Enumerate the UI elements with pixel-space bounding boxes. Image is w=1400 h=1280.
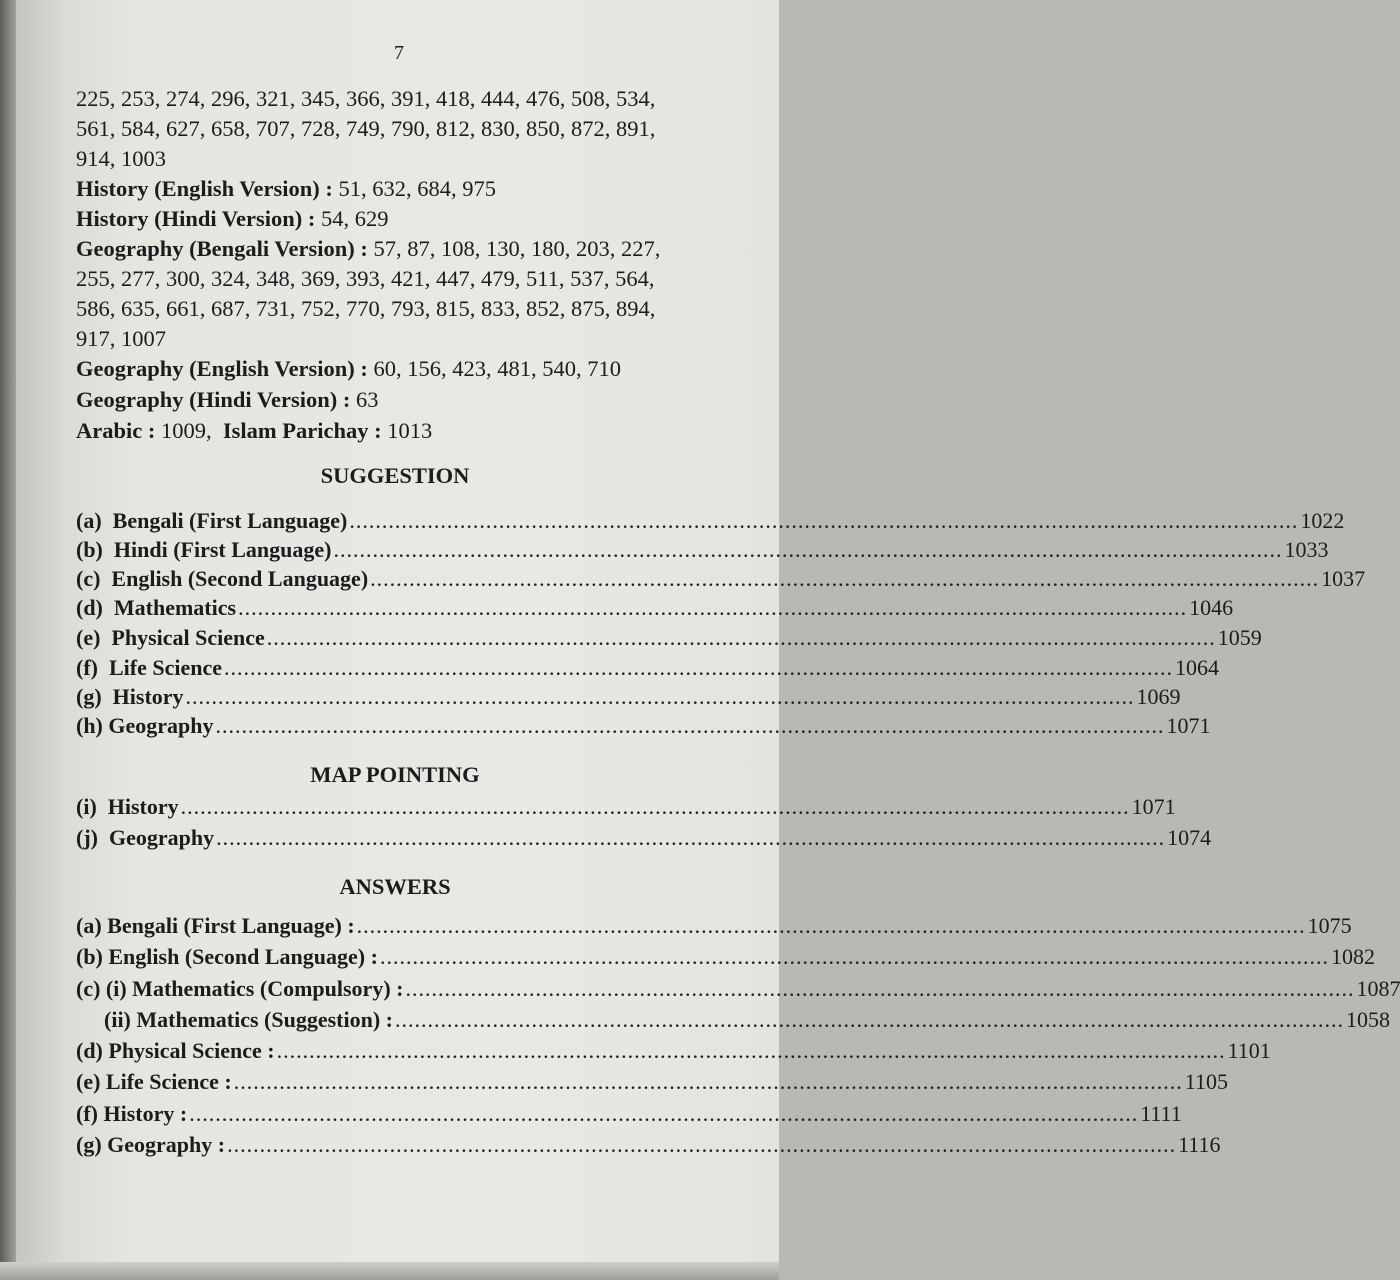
book-page — [16, 0, 1400, 1262]
index-line: Geography (Bengali Version) : 57, 87, 108, 130, 180, 203, 227, — [76, 236, 661, 261]
toc-entry: (c) (i) Mathematics (Compulsory) : .................................................................................................................................................. 1087 — [76, 976, 1400, 1001]
index-line: History (Hindi Version) : 54, 629 — [76, 206, 389, 231]
toc-entry: (a) Bengali (First Language) : .................................................................................................................................................. 1075 — [76, 913, 1352, 938]
toc-entry: (ii) Mathematics (Suggestion) : .................................................................................................................................................. 1058 — [104, 1007, 1391, 1032]
index-line: Geography (Hindi Version) : 63 — [76, 387, 379, 412]
index-line: 255, 277, 300, 324, 348, 369, 393, 421, 447, 479, 511, 537, 564, — [76, 266, 655, 291]
page-bottom-edge — [0, 1262, 779, 1280]
toc-entry: (b) Hindi (First Language) .................................................................................................................................................. 1033 — [76, 537, 1329, 562]
section-heading-suggestion: SUGGESTION — [320, 463, 470, 488]
toc-entry: (g) History .................................................................................................................................................. 1069 — [76, 684, 1181, 709]
index-line: History (English Version) : 51, 632, 684, 975 — [76, 176, 497, 201]
toc-entry: (b) English (Second Language) : .................................................................................................................................................. 1082 — [76, 944, 1375, 969]
toc-entry: (d) Mathematics .................................................................................................................................................. 1046 — [76, 595, 1234, 620]
index-line: Arabic : 1009, Islam Parichay : 1013 — [76, 418, 433, 443]
toc-entry: (e) Life Science : .................................................................................................................................................. 1105 — [76, 1069, 1228, 1094]
index-line: 225, 253, 274, 296, 321, 345, 366, 391, 418, 444, 476, 508, 534, — [76, 86, 656, 111]
toc-entry: (f) History : .................................................................................................................................................. 1111 — [76, 1101, 1182, 1126]
toc-entry: (h) Geography .................................................................................................................................................. 1071 — [76, 713, 1211, 738]
index-line: 561, 584, 627, 658, 707, 728, 749, 790, 812, 830, 850, 872, 891, — [76, 116, 656, 141]
toc-entry: (e) Physical Science .................................................................................................................................................. 1059 — [76, 625, 1262, 650]
toc-entry: (a) Bengali (First Language) .................................................................................................................................................. 1022 — [76, 508, 1345, 533]
toc-entry: (g) Geography : .................................................................................................................................................. 1116 — [76, 1132, 1221, 1157]
toc-entry: (f) Life Science .................................................................................................................................................. 1064 — [76, 655, 1219, 680]
toc-entry: (i) History .................................................................................................................................................. 1071 — [76, 794, 1176, 819]
section-heading-map-pointing: MAP POINTING — [310, 762, 480, 787]
toc-entry: (c) English (Second Language) .................................................................................................................................................. 1037 — [76, 566, 1366, 591]
section-heading-answers: ANSWERS — [339, 874, 451, 899]
index-line: 586, 635, 661, 687, 731, 752, 770, 793, 815, 833, 852, 875, 894, — [76, 296, 656, 321]
index-line: 917, 1007 — [76, 326, 166, 351]
page-number: 7 — [394, 42, 404, 64]
index-line: 914, 1003 — [76, 146, 166, 171]
toc-entry: (j) Geography .................................................................................................................................................. 1074 — [76, 825, 1212, 850]
index-line: Geography (English Version) : 60, 156, 423, 481, 540, 710 — [76, 356, 622, 381]
toc-entry: (d) Physical Science : .................................................................................................................................................. 1101 — [76, 1038, 1271, 1063]
